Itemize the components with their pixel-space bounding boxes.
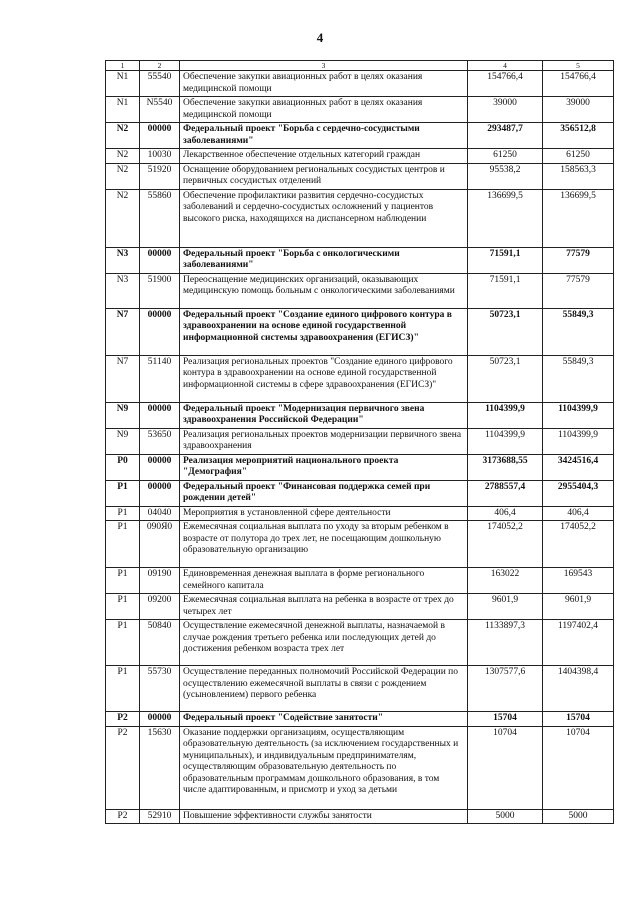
column-number-3: 3 — [180, 61, 468, 71]
table-row — [106, 97, 614, 123]
direction-code-cell: 50840 — [140, 620, 180, 666]
table-row — [106, 620, 614, 666]
amount-year-1-cell: 50723,1 — [468, 308, 543, 355]
amount-year-1-cell: 71591,1 — [468, 247, 543, 273]
table-row — [106, 480, 614, 506]
direction-code-cell: 00000 — [140, 247, 180, 273]
program-code-cell: P2 — [106, 726, 140, 809]
amount-year-2-cell: 77579 — [543, 273, 614, 308]
amount-year-1-cell: 50723,1 — [468, 355, 543, 402]
amount-year-2-cell: 61250 — [543, 149, 614, 164]
amount-year-1-cell: 154766,4 — [468, 71, 543, 97]
direction-code-cell: 00000 — [140, 480, 180, 506]
description-cell: Реализация мероприятий национального проекта "Демография" — [180, 454, 468, 480]
description-cell: Федеральный проект "Борьба с онкологическими заболеваниями" — [180, 247, 468, 273]
program-code-cell: N1 — [106, 97, 140, 123]
table-row — [106, 726, 614, 809]
direction-code-cell: 51920 — [140, 163, 180, 189]
direction-code-cell: 53650 — [140, 428, 180, 454]
description-cell: Единовременная денежная выплата в форме регионального семейного капитала — [180, 568, 468, 594]
direction-code-cell: 00000 — [140, 712, 180, 727]
amount-year-2-cell: 158563,3 — [543, 163, 614, 189]
direction-code-cell: 04040 — [140, 506, 180, 521]
amount-year-1-cell: 61250 — [468, 149, 543, 164]
description-cell: Осуществление переданных полномочий Российской Федерации по осуществлению ежемесячной выплаты в связи с рождением (усыновлением) первого ребенка — [180, 666, 468, 712]
amount-year-2-cell: 154766,4 — [543, 71, 614, 97]
table-row — [106, 149, 614, 164]
amount-year-1-cell: 5000 — [468, 809, 543, 824]
program-code-cell: P1 — [106, 666, 140, 712]
program-code-cell: P0 — [106, 454, 140, 480]
amount-year-2-cell: 5000 — [543, 809, 614, 824]
description-cell: Мероприятия в установленной сфере деятельности — [180, 506, 468, 521]
description-cell: Обеспечение закупки авиационных работ в целях оказания медицинской помощи — [180, 97, 468, 123]
amount-year-1-cell: 9601,9 — [468, 594, 543, 620]
program-code-cell: N3 — [106, 273, 140, 308]
amount-year-2-cell: 136699,5 — [543, 189, 614, 247]
program-code-cell: N9 — [106, 402, 140, 428]
table-row — [106, 355, 614, 402]
description-cell: Обеспечение закупки авиационных работ в целях оказания медицинской помощи — [180, 71, 468, 97]
amount-year-2-cell: 174052,2 — [543, 521, 614, 568]
amount-year-2-cell: 77579 — [543, 247, 614, 273]
table-row — [106, 189, 614, 247]
description-cell: Лекарственное обеспечение отдельных категорий граждан — [180, 149, 468, 164]
amount-year-2-cell: 3424516,4 — [543, 454, 614, 480]
table-row — [106, 666, 614, 712]
program-code-cell: N1 — [106, 71, 140, 97]
direction-code-cell: 09200 — [140, 594, 180, 620]
description-cell: Ежемесячная социальная выплата на ребенка в возрасте от трех до четырех лет — [180, 594, 468, 620]
column-number-1: 1 — [106, 61, 140, 71]
amount-year-1-cell: 15704 — [468, 712, 543, 727]
budget-table — [105, 60, 614, 824]
table-row — [106, 123, 614, 149]
description-cell: Федеральный проект "Содействие занятости" — [180, 712, 468, 727]
amount-year-1-cell: 1104399,9 — [468, 402, 543, 428]
direction-code-cell: 00000 — [140, 308, 180, 355]
program-code-cell: N2 — [106, 163, 140, 189]
amount-year-2-cell: 1197402,4 — [543, 620, 614, 666]
direction-code-cell: 55540 — [140, 71, 180, 97]
direction-code-cell: 51140 — [140, 355, 180, 402]
description-cell: Ежемесячная социальная выплата по уходу за вторым ребенком в возрасте от полутора до трех лет, не посещающим дошкольную образовательную организацию — [180, 521, 468, 568]
program-code-cell: N3 — [106, 247, 140, 273]
amount-year-1-cell: 174052,2 — [468, 521, 543, 568]
amount-year-2-cell: 1404398,4 — [543, 666, 614, 712]
amount-year-1-cell: 1307577,6 — [468, 666, 543, 712]
direction-code-cell: 55860 — [140, 189, 180, 247]
program-code-cell: N2 — [106, 123, 140, 149]
amount-year-1-cell: 136699,5 — [468, 189, 543, 247]
table-body — [106, 61, 614, 824]
amount-year-2-cell: 55849,3 — [543, 308, 614, 355]
program-code-cell: P1 — [106, 521, 140, 568]
table-row — [106, 273, 614, 308]
direction-code-cell: 51900 — [140, 273, 180, 308]
table-row — [106, 308, 614, 355]
table-row — [106, 594, 614, 620]
amount-year-2-cell: 169543 — [543, 568, 614, 594]
table-row — [106, 809, 614, 824]
direction-code-cell: 09190 — [140, 568, 180, 594]
direction-code-cell: 55730 — [140, 666, 180, 712]
page-number: 4 — [316, 30, 324, 45]
program-code-cell: N2 — [106, 189, 140, 247]
table-row — [106, 163, 614, 189]
description-cell: Федеральный проект "Модернизация первичного звена здравоохранения Российской Федерации" — [180, 402, 468, 428]
direction-code-cell: 52910 — [140, 809, 180, 824]
direction-code-cell: 10030 — [140, 149, 180, 164]
direction-code-cell: N5540 — [140, 97, 180, 123]
table-row — [106, 402, 614, 428]
amount-year-1-cell: 1133897,3 — [468, 620, 543, 666]
column-number-5: 5 — [543, 61, 614, 71]
amount-year-1-cell: 163022 — [468, 568, 543, 594]
amount-year-1-cell: 1104399,9 — [468, 428, 543, 454]
table-row — [106, 506, 614, 521]
table-row — [106, 71, 614, 97]
description-cell: Реализация региональных проектов "Создание единого цифрового контура в здравоохранении на основе единой государственной информационной системы в сфере здравоохранения (ЕГИСЗ)" — [180, 355, 468, 402]
amount-year-2-cell: 10704 — [543, 726, 614, 809]
amount-year-1-cell: 71591,1 — [468, 273, 543, 308]
amount-year-1-cell: 39000 — [468, 97, 543, 123]
description-cell: Обеспечение профилактики развития сердечно-сосудистых заболеваний и сердечно-сосудистых осложнений у пациентов высокого риска, находящихся на диспансерном наблюдении — [180, 189, 468, 247]
table-row — [106, 247, 614, 273]
direction-code-cell: 00000 — [140, 123, 180, 149]
program-code-cell: P1 — [106, 480, 140, 506]
description-cell: Федеральный проект "Финансовая поддержка семей при рождении детей" — [180, 480, 468, 506]
table-row — [106, 521, 614, 568]
program-code-cell: N2 — [106, 149, 140, 164]
amount-year-2-cell: 39000 — [543, 97, 614, 123]
direction-code-cell: 00000 — [140, 402, 180, 428]
program-code-cell: P1 — [106, 568, 140, 594]
description-cell: Осуществление ежемесячной денежной выплаты, назначаемой в случае рождения третьего ребенка или последующих детей до достижения ребенком возраста трех лет — [180, 620, 468, 666]
amount-year-2-cell: 55849,3 — [543, 355, 614, 402]
amount-year-2-cell: 1104399,9 — [543, 428, 614, 454]
description-cell: Оказание поддержки организациям, осуществляющим образовательную деятельность (за исключением государственных и муниципальных), и индивидуальным предпринимателям, осуществляющим образовательную деятельность по образовательным программам дошкольного образования, в том числе адаптированным, и присмотр и уход за детьми — [180, 726, 468, 809]
table-row — [106, 428, 614, 454]
program-code-cell: P1 — [106, 594, 140, 620]
description-cell: Федеральный проект "Борьба с сердечно-сосудистыми заболеваниями" — [180, 123, 468, 149]
amount-year-1-cell: 10704 — [468, 726, 543, 809]
amount-year-1-cell: 2788557,4 — [468, 480, 543, 506]
amount-year-1-cell: 95538,2 — [468, 163, 543, 189]
column-number-header-row — [106, 61, 614, 71]
table-row — [106, 568, 614, 594]
program-code-cell: N7 — [106, 308, 140, 355]
direction-code-cell: 00000 — [140, 454, 180, 480]
program-code-cell: N7 — [106, 355, 140, 402]
amount-year-1-cell: 3173688,55 — [468, 454, 543, 480]
program-code-cell: N9 — [106, 428, 140, 454]
description-cell: Повышение эффективности службы занятости — [180, 809, 468, 824]
amount-year-2-cell: 2955404,3 — [543, 480, 614, 506]
table-row — [106, 454, 614, 480]
amount-year-2-cell: 9601,9 — [543, 594, 614, 620]
description-cell: Переоснащение медицинских организаций, оказывающих медицинскую помощь больным с онкологическими заболеваниями — [180, 273, 468, 308]
program-code-cell: P2 — [106, 809, 140, 824]
amount-year-2-cell: 356512,8 — [543, 123, 614, 149]
table-row — [106, 712, 614, 727]
column-number-2: 2 — [140, 61, 180, 71]
amount-year-1-cell: 406,4 — [468, 506, 543, 521]
amount-year-2-cell: 1104399,9 — [543, 402, 614, 428]
direction-code-cell: 15630 — [140, 726, 180, 809]
description-cell: Оснащение оборудованием региональных сосудистых центров и первичных сосудистых отделений — [180, 163, 468, 189]
program-code-cell: P1 — [106, 506, 140, 521]
program-code-cell: P1 — [106, 620, 140, 666]
amount-year-2-cell: 406,4 — [543, 506, 614, 521]
description-cell: Федеральный проект "Создание единого цифрового контура в здравоохранении на основе единой государственной информационной системы здравоохранения (ЕГИСЗ)" — [180, 308, 468, 355]
description-cell: Реализация региональных проектов модернизации первичного звена здравоохранения — [180, 428, 468, 454]
direction-code-cell: 090Я0 — [140, 521, 180, 568]
column-number-4: 4 — [468, 61, 543, 71]
amount-year-1-cell: 293487,7 — [468, 123, 543, 149]
program-code-cell: P2 — [106, 712, 140, 727]
amount-year-2-cell: 15704 — [543, 712, 614, 727]
